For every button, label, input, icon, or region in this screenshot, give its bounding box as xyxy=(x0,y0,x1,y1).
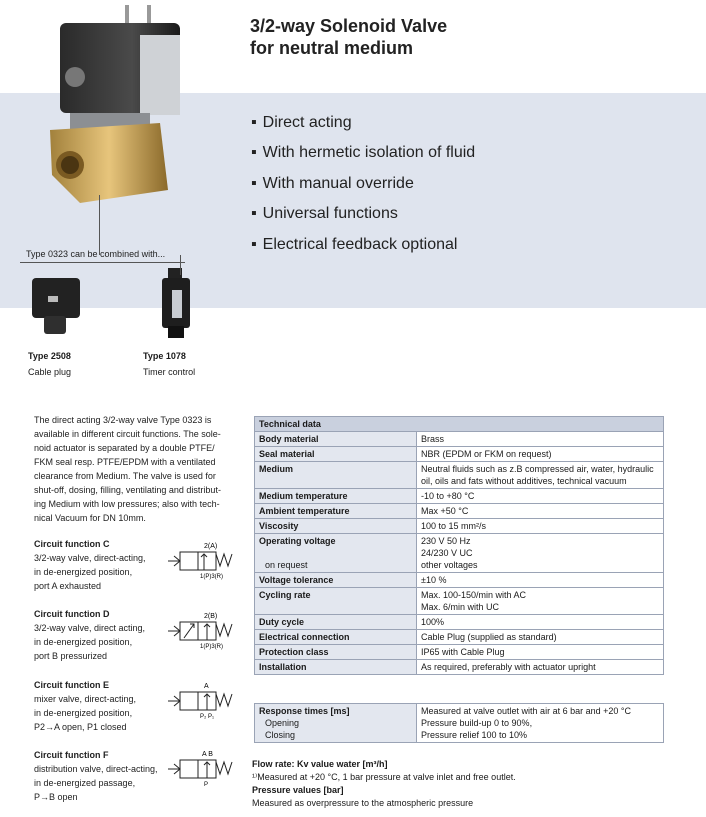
symbol-port-label: A xyxy=(204,683,209,690)
row-key: Ambient temperature xyxy=(255,504,417,519)
row-value xyxy=(417,534,664,573)
response-value: Measured at valve outlet with air at 6 bar and +20 °C xyxy=(421,706,631,716)
symbol-port-label: A B xyxy=(202,751,213,758)
circuit-function-d xyxy=(34,607,174,663)
accessory-name: Type 1078 xyxy=(143,351,186,361)
valve-symbol-c-icon xyxy=(160,540,240,580)
symbol-port-label: 2(B) xyxy=(204,613,218,620)
row-value-line: 230 V 50 Hz xyxy=(421,536,471,546)
notes xyxy=(252,758,516,810)
circuit-function-e xyxy=(34,678,174,734)
row-value-line: Max. 6/min with UC xyxy=(421,602,500,612)
circuit-line: P→B open xyxy=(34,792,78,802)
flow-rate-note: ¹⁾Measured at +20 °C, 1 bar pressure at valve inlet and free outlet. xyxy=(252,772,516,782)
row-key: Duty cycle xyxy=(255,615,417,630)
opening-value: Pressure build-up 0 to 90%, xyxy=(421,718,533,728)
row-value: 100% xyxy=(417,615,664,630)
flow-rate-title: Flow rate: Kv value water [m³/h] xyxy=(252,759,388,769)
table-row xyxy=(255,704,664,743)
circuit-title: Circuit function E xyxy=(34,680,109,690)
solenoid-valve-image xyxy=(40,5,210,205)
feature-item: ▪ Direct acting xyxy=(251,108,475,138)
row-key: Body material xyxy=(255,432,417,447)
circuit-line: port A exhausted xyxy=(34,581,102,591)
table-header-row xyxy=(255,417,664,432)
row-key: Voltage tolerance xyxy=(255,573,417,588)
table-row xyxy=(255,447,664,462)
accessory-desc: Timer control xyxy=(143,367,196,377)
feature-item: ▪ With hermetic isolation of fluid xyxy=(251,138,475,168)
response-key: Response times [ms] xyxy=(259,706,350,716)
valve-symbol-d-icon xyxy=(160,610,240,650)
row-key: Protection class xyxy=(255,645,417,660)
row-value-line: other voltages xyxy=(421,560,478,570)
cable-plug-image xyxy=(28,276,86,338)
row-key xyxy=(255,534,417,573)
row-value: Neutral fluids such as z.B compressed air, water, hydraulic oil, oils and fats without additives, technical vacuum xyxy=(417,462,664,489)
row-value-line: 24/230 V UC xyxy=(421,548,473,558)
table-row xyxy=(255,630,664,645)
circuit-function-c xyxy=(34,537,174,593)
row-key xyxy=(255,704,417,743)
feature-item: ▪ With manual override xyxy=(251,169,475,199)
opening-key: Opening xyxy=(265,718,300,728)
closing-value: Pressure relief 100 to 10% xyxy=(421,730,528,740)
pressure-values-title: Pressure values [bar] xyxy=(252,785,344,795)
table-row xyxy=(255,534,664,573)
title-line-1: 3/2-way Solenoid Valve xyxy=(250,16,448,36)
feature-item: ▪ Electrical feedback optional xyxy=(251,230,475,260)
circuit-line: in de-energized passage, xyxy=(34,778,136,788)
technical-data-table xyxy=(254,416,664,675)
row-value xyxy=(417,704,664,743)
closing-key: Closing xyxy=(265,730,296,740)
circuit-line: port B pressurized xyxy=(34,651,108,661)
row-key: Cycling rate xyxy=(255,588,417,615)
response-times-table xyxy=(254,703,664,743)
feature-item: ▪ Universal functions xyxy=(251,199,475,229)
leader-line xyxy=(20,262,185,263)
table-row xyxy=(255,615,664,630)
symbol-port-label: 2(A) xyxy=(204,543,218,550)
leader-line xyxy=(99,195,100,255)
circuit-line: P2→A open, P1 closed xyxy=(34,722,127,732)
circuit-line: in de-energized position, xyxy=(34,637,133,647)
row-key: Viscosity xyxy=(255,519,417,534)
accessory-desc: Cable plug xyxy=(28,367,72,377)
circuit-function-f xyxy=(34,748,174,804)
circuit-line: in de-energized position, xyxy=(34,567,133,577)
row-value: 100 to 15 mm²/s xyxy=(417,519,664,534)
symbol-port-label: P xyxy=(204,782,209,788)
table-row xyxy=(255,519,664,534)
table-row xyxy=(255,573,664,588)
row-value: Max +50 °C xyxy=(417,504,664,519)
table-row xyxy=(255,462,664,489)
leader-line xyxy=(180,255,181,275)
accessory-name: Type 2508 xyxy=(28,351,71,361)
intro-paragraph: The direct acting 3/2-way valve Type 0323 is available in different circuit functions. The sole-noid actuator is separated by a double PTFE/ FKM seal resp. PTFE/EPDM with a ventilated clearance from Medium. The valve is used for shut-off, dosing, filling, ventilating and distribut-ing Medium with low pressures; also with tech-nical Vacuum for DN 10mm. xyxy=(34,415,221,523)
valve-symbol-e-icon xyxy=(160,680,240,720)
table-row xyxy=(255,660,664,675)
accessory-type-2508 xyxy=(28,348,71,380)
valve-symbol-f-icon xyxy=(160,748,240,788)
pressure-values-note: Measured as overpressure to the atmospheric pressure xyxy=(252,798,474,808)
circuit-line: 3/2-way valve, direct-acting, xyxy=(34,553,146,563)
symbol-port-label: 1(P)3(R) xyxy=(200,574,224,580)
timer-control-image xyxy=(146,268,206,340)
circuit-line: mixer valve, direct-acting, xyxy=(34,694,137,704)
row-value: IP65 with Cable Plug xyxy=(417,645,664,660)
row-value: As required, preferably with actuator upright xyxy=(417,660,664,675)
circuit-line: in de-energized position, xyxy=(34,708,133,718)
row-value: Brass xyxy=(417,432,664,447)
combine-text: Type 0323 can be combined with... xyxy=(26,249,166,259)
table-row xyxy=(255,588,664,615)
table-header: Technical data xyxy=(255,417,664,432)
table-row xyxy=(255,504,664,519)
table-row xyxy=(255,645,664,660)
row-value-line: Max. 100-150/min with AC xyxy=(421,590,527,600)
feature-list xyxy=(251,108,475,260)
circuit-title: Circuit function F xyxy=(34,750,109,760)
circuit-line: 3/2-way valve, direct acting, xyxy=(34,623,146,633)
title-line-2: for neutral medium xyxy=(250,38,414,58)
accessory-type-1078 xyxy=(143,348,195,380)
row-key: Medium temperature xyxy=(255,489,417,504)
row-value: Cable Plug (supplied as standard) xyxy=(417,630,664,645)
circuit-title: Circuit function C xyxy=(34,539,110,549)
row-value: ±10 % xyxy=(417,573,664,588)
page-title xyxy=(250,15,447,59)
row-key: Electrical connection xyxy=(255,630,417,645)
circuit-title: Circuit function D xyxy=(34,609,110,619)
row-value xyxy=(417,588,664,615)
symbol-port-label: 1(P)3(R) xyxy=(200,644,224,650)
symbol-port-label: P₂ P₁ xyxy=(200,714,215,720)
row-key-sub: on request xyxy=(265,560,308,570)
row-value: -10 to +80 °C xyxy=(417,489,664,504)
row-key-main: Operating voltage xyxy=(259,536,336,546)
table-row xyxy=(255,489,664,504)
circuit-line: distribution valve, direct-acting, xyxy=(34,764,158,774)
row-key: Seal material xyxy=(255,447,417,462)
row-value: NBR (EPDM or FKM on request) xyxy=(417,447,664,462)
row-key: Medium xyxy=(255,462,417,489)
row-key: Installation xyxy=(255,660,417,675)
table-row xyxy=(255,432,664,447)
